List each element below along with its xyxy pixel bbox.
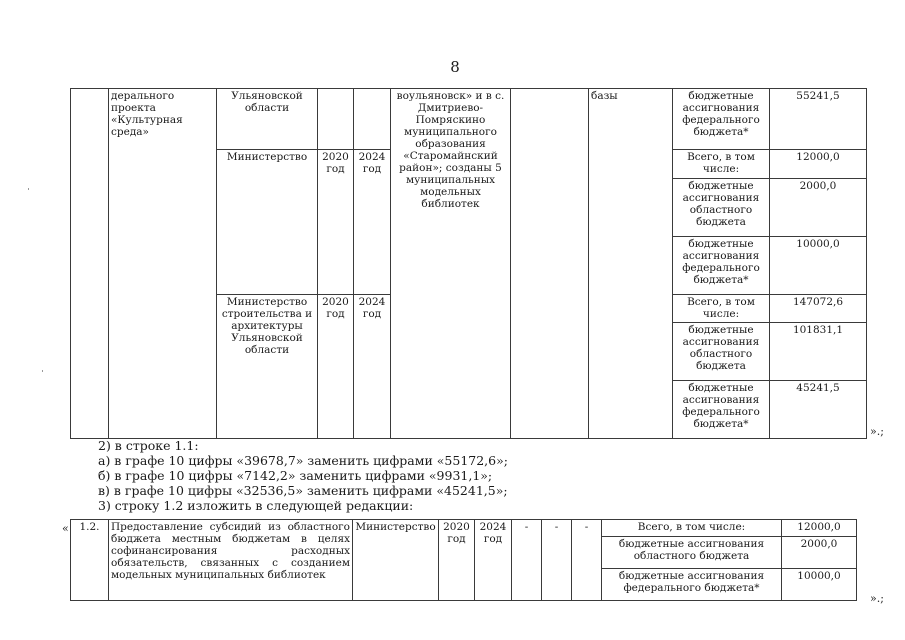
result-description-cell: воульяновск» и в с. Дмитриево-Помряскино муниципального образования «Старомайнский район»; созданы 5 муниципальных модельных библиотек: [391, 89, 511, 439]
funding-label-cell: бюджетные ассигнования областного бюджета: [602, 537, 782, 569]
funding-label-cell: бюджетные ассигнования федерального бюджета*: [673, 89, 770, 150]
funding-label-cell: бюджетные ассигнования федерального бюджета*: [673, 381, 770, 439]
empty-year-cell: [318, 89, 354, 150]
row-1-2-table: [70, 519, 857, 601]
row-number-cell: 1.2.: [71, 520, 109, 601]
instruction-line: 3) строку 1.2 изложить в следующей редакции:: [98, 498, 414, 513]
executor-cell: Министерство: [353, 520, 439, 601]
instruction-line: в) в графе 10 цифры «32536,5» заменить цифрами «45241,5»;: [98, 483, 508, 498]
funding-value-cell: 10000,0: [770, 237, 867, 295]
measure-description-cell: Предоставление субсидий из областного бюджета местным бюджетам в целях софинансирования расходных обязательств, связанных с созданием модельных муниципальных библиотек: [109, 520, 353, 601]
dash-cell: -: [512, 520, 542, 601]
funding-label-cell: бюджетные ассигнования федерального бюджета*: [673, 237, 770, 295]
funding-label-cell: Всего, в том числе:: [673, 150, 770, 179]
base-cell: базы: [589, 89, 673, 439]
row-number-cell: [71, 89, 109, 439]
executor-region-cell: Ульяновской области: [217, 89, 318, 150]
year-start-cell: 2020 год: [318, 150, 354, 295]
funding-label-cell: бюджетные ассигнования федерального бюджета*: [602, 569, 782, 601]
funding-label-cell: Всего, в том числе:: [602, 520, 782, 537]
funding-value-cell: 45241,5: [770, 381, 867, 439]
amendment-instructions: [98, 438, 508, 513]
funding-value-cell: 10000,0: [782, 569, 857, 601]
closing-quote-mark: ».;: [870, 592, 884, 605]
empty-year-cell: [354, 89, 391, 150]
closing-quote-mark: ».;: [870, 425, 884, 438]
executor-ministry-cell: Министерство: [217, 150, 318, 295]
project-name-cell: дерального проекта «Культурная среда»: [109, 89, 217, 439]
dash-cell: -: [542, 520, 572, 601]
scan-speck: [28, 188, 29, 190]
funding-value-cell: 12000,0: [782, 520, 857, 537]
funding-value-cell: 101831,1: [770, 323, 867, 381]
funding-value-cell: 2000,0: [770, 179, 867, 237]
instruction-line: а) в графе 10 цифры «39678,7» заменить цифрами «55172,6»;: [98, 453, 508, 468]
dash-cell: -: [572, 520, 602, 601]
opening-quote-mark: «: [62, 522, 69, 535]
year-start-cell: 2020 год: [318, 295, 354, 439]
funding-label-cell: бюджетные ассигнования областного бюджета: [673, 323, 770, 381]
scan-speck: [42, 370, 43, 372]
instruction-line: 2) в строке 1.1:: [98, 438, 199, 453]
instruction-line: б) в графе 10 цифры «7142,2» заменить цифрами «9931,1»;: [98, 468, 493, 483]
year-end-cell: 2024 год: [354, 150, 391, 295]
year-end-cell: 2024 год: [354, 295, 391, 439]
funding-value-cell: 12000,0: [770, 150, 867, 179]
empty-cell: [511, 89, 589, 439]
funding-label-cell: Всего, в том числе:: [673, 295, 770, 323]
funding-value-cell: 55241,5: [770, 89, 867, 150]
program-table-continued: [70, 88, 867, 439]
funding-value-cell: 147072,6: [770, 295, 867, 323]
executor-construction-ministry-cell: Министерство строительства и архитектуры Ульяновской области: [217, 295, 318, 439]
year-end-cell: 2024 год: [475, 520, 512, 601]
page-number: 8: [450, 58, 460, 76]
year-start-cell: 2020 год: [439, 520, 475, 601]
funding-value-cell: 2000,0: [782, 537, 857, 569]
funding-label-cell: бюджетные ассигнования областного бюджета: [673, 179, 770, 237]
